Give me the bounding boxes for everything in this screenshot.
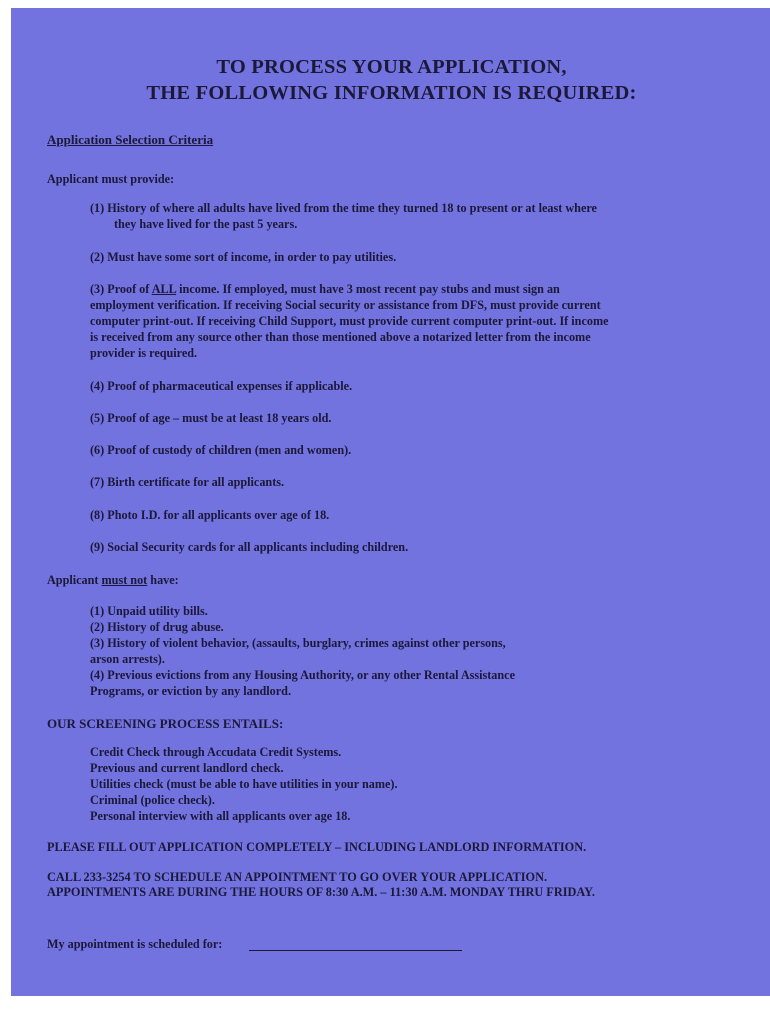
document-page — [11, 8, 770, 996]
provide-item-3-line-4: is received from any source other than those mentioned above a notarized letter from the income — [90, 330, 591, 344]
not-item-3-line-1: (3) History of violent behavior, (assaults, burglary, crimes against other persons, — [90, 636, 506, 650]
provide-item-6: (6) Proof of custody of children (men and women). — [90, 443, 352, 457]
not-item-2: (2) History of drug abuse. — [90, 620, 224, 634]
document-title-line-2: THE FOLLOWING INFORMATION IS REQUIRED: — [146, 82, 637, 104]
provide-item-3-prefix: (3) Proof of — [90, 282, 152, 296]
appointment-label: My appointment is scheduled for: — [47, 937, 223, 951]
screening-heading: OUR SCREENING PROCESS ENTAILS: — [47, 716, 284, 731]
provide-item-3-line-3: computer print-out. If receiving Child Support, must provide current computer print-out. If income — [90, 314, 609, 328]
provide-item-8: (8) Photo I.D. for all applicants over age of 18. — [90, 508, 330, 522]
provide-item-4: (4) Proof of pharmaceutical expenses if applicable. — [90, 379, 353, 393]
criteria-heading-text: Application Selection Criteria — [47, 132, 214, 147]
screening-item-3: Utilities check (must be able to have utilities in your name). — [90, 777, 398, 791]
provide-item-3-suffix: income. If employed, must have 3 most recent pay stubs and must sign an — [176, 282, 560, 296]
not-item-4-line-1: (4) Previous evictions from any Housing Authority, or any other Rental Assistance — [90, 668, 515, 682]
document-title-line-1: TO PROCESS YOUR APPLICATION, — [216, 56, 567, 78]
provide-item-3-line-1 — [90, 282, 560, 297]
provide-item-7: (7) Birth certificate for all applicants. — [90, 475, 285, 489]
call-notice-line-2: APPOINTMENTS ARE DURING THE HOURS OF 8:30 A.M. – 11:30 A.M. MONDAY THRU FRIDAY. — [47, 885, 595, 899]
fill-out-notice: PLEASE FILL OUT APPLICATION COMPLETELY – INCLUDING LANDLORD INFORMATION. — [47, 840, 587, 854]
call-notice-line-1: CALL 233-3254 TO SCHEDULE AN APPOINTMENT TO GO OVER YOUR APPLICATION. — [47, 870, 548, 884]
appointment-blank-line[interactable] — [249, 950, 462, 951]
provide-item-5: (5) Proof of age – must be at least 18 years old. — [90, 411, 332, 425]
provide-item-3-emphasis: ALL — [151, 282, 177, 296]
provide-item-1-line-2: they have lived for the past 5 years. — [114, 217, 298, 231]
provide-item-2: (2) Must have some sort of income, in order to pay utilities. — [90, 250, 397, 264]
must-not-suffix: have: — [147, 573, 179, 587]
not-item-3-line-2: arson arrests). — [90, 652, 165, 666]
screening-item-5: Personal interview with all applicants over age 18. — [90, 809, 351, 823]
not-item-4-line-2: Programs, or eviction by any landlord. — [90, 684, 291, 698]
provide-item-3-line-5: provider is required. — [90, 346, 198, 360]
provide-item-9: (9) Social Security cards for all applicants including children. — [90, 540, 409, 554]
must-not-label — [47, 573, 179, 588]
provide-item-1-line-1: (1) History of where all adults have lived from the time they turned 18 to present or at least where — [90, 201, 597, 215]
must-not-prefix: Applicant — [47, 573, 102, 587]
criteria-heading — [47, 132, 213, 148]
must-provide-label: Applicant must provide: — [47, 172, 175, 186]
provide-item-3-line-2: employment verification. If receiving Social security or assistance from DFS, must provide current — [90, 298, 601, 312]
screening-item-1: Credit Check through Accudata Credit Systems. — [90, 745, 342, 759]
not-item-1: (1) Unpaid utility bills. — [90, 604, 208, 618]
screening-item-4: Criminal (police check). — [90, 793, 215, 807]
must-not-emphasis: must not — [101, 573, 148, 587]
screening-item-2: Previous and current landlord check. — [90, 761, 284, 775]
